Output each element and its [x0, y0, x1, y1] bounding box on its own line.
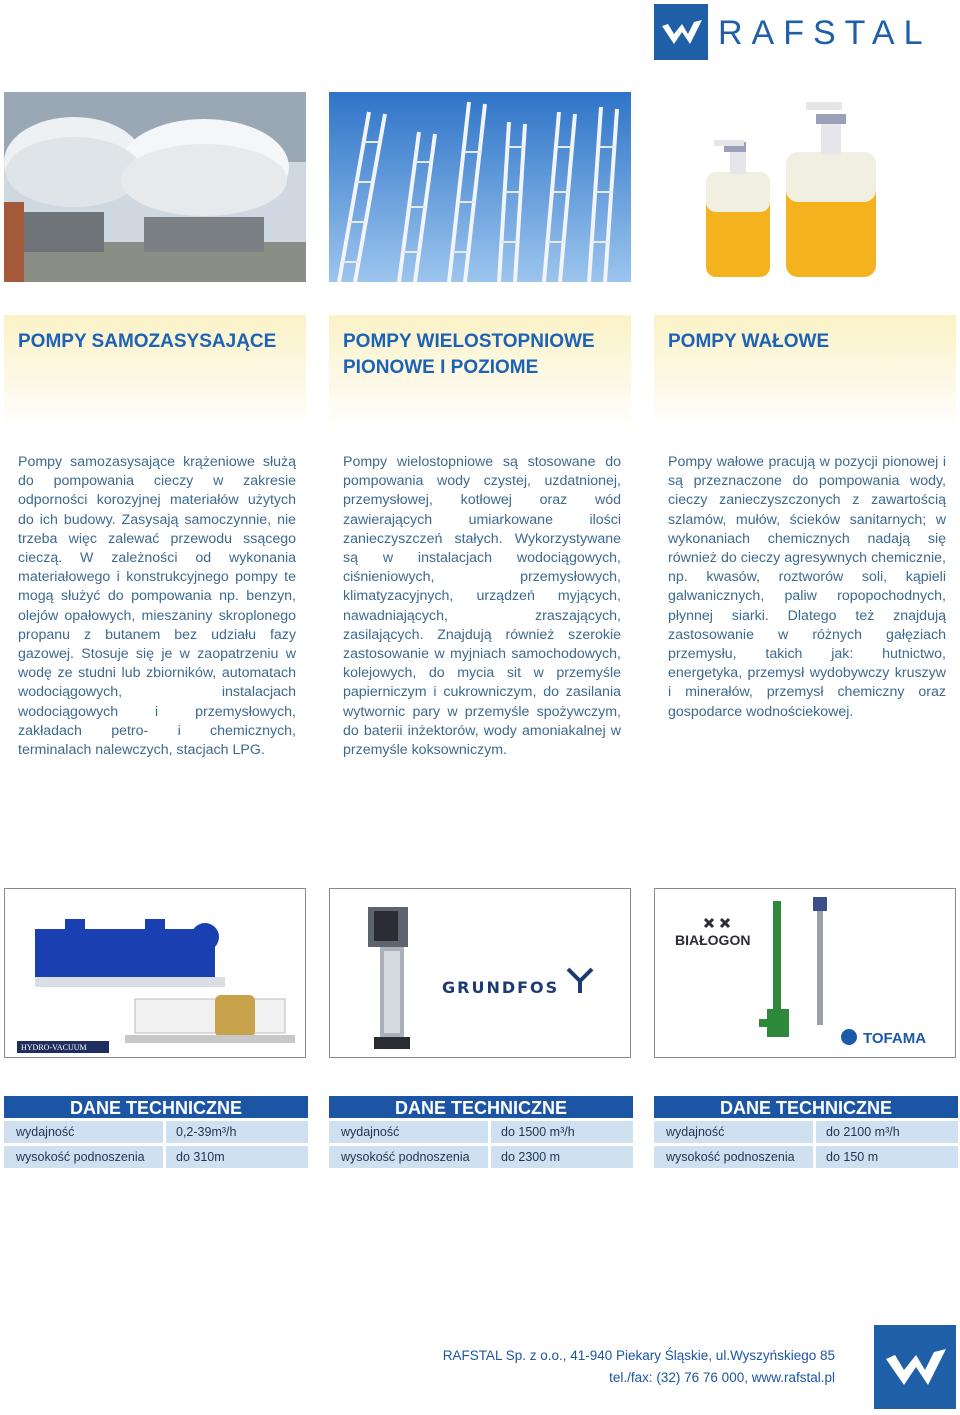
tech-label: wysokość podnoszenia	[329, 1146, 491, 1168]
tech-row-capacity	[4, 1121, 308, 1143]
tech-value: do 2100 m³/h	[826, 1125, 900, 1139]
tech-label: wysokość podnoszenia	[654, 1146, 816, 1168]
grundfos-x-icon	[568, 969, 592, 993]
tech-label: wydajność	[4, 1121, 166, 1143]
tech-table-header: DANE TECHNICZNE	[329, 1096, 633, 1118]
tech-value: do 1500 m³/h	[501, 1125, 575, 1139]
tech-value: do 2300 m	[501, 1150, 561, 1164]
shaft-pump-image	[654, 888, 956, 1058]
tech-label: wysokość podnoszenia	[4, 1146, 166, 1168]
brand-logo-text: RAFSTAL	[718, 14, 932, 52]
bialogon-brand-label: BIAŁOGON	[675, 932, 751, 948]
brand-logo-mark	[654, 4, 708, 60]
ladders-photo	[329, 92, 631, 282]
grundfos-pump-image	[329, 888, 631, 1058]
dispenser-bottles-photo	[654, 92, 956, 282]
tofama-logo-icon	[841, 1029, 857, 1045]
tech-row-capacity	[654, 1121, 958, 1143]
tech-table-header: DANE TECHNICZNE	[654, 1096, 958, 1118]
tech-value: do 150 m	[826, 1150, 879, 1164]
column-1-header	[4, 315, 306, 431]
wing-icon	[654, 4, 708, 60]
column-1-description: Pompy samozasysające krążeniowe służą do pompowania cieczy w zakresie odporności korozyjnej materiałów użytych do ich budowy. Zasysają samoczynnie, nie trzeba więc zalewać przewodu ssącego cieczą. W zależności od wykonania materiałowego i konstrukcyjnego pompy te mogą służyć do pompowania np. benzyn, olejów opałowych, mieszaniny skroplonego propanu z butanem bez udziału fazy gazowej. Stosuje się je w zaopatrzeniu w wodę ze studni lub zbiorników, automatach wodociągowych, instalacjach wodociągowych i przemysłowych, zakładach petro- i chemicznych, terminalach nalewczych, stacjach LPG.	[18, 454, 296, 759]
tech-label: wydajność	[654, 1121, 816, 1143]
tech-table-header: DANE TECHNICZNE	[4, 1096, 308, 1118]
tech-value: do 310m	[176, 1150, 225, 1164]
crossed-hammers-icon	[705, 919, 729, 927]
wing-icon	[874, 1325, 956, 1409]
column-3-title: POMPY WAŁOWE	[668, 331, 830, 352]
tech-row-head	[654, 1146, 958, 1168]
footer-contact[interactable]: tel./fax: (32) 76 76 000, www.rafstal.pl	[609, 1370, 835, 1385]
hydro-vacuum-brand-label: HYDRO-VACUUM	[21, 1043, 87, 1052]
grundfos-brand-label: GRUNDFOS	[442, 978, 560, 997]
column-2-title: POMPY WIELOSTOPNIOWE PIONOWE I POZIOME	[343, 331, 595, 378]
column-3-header	[654, 315, 956, 431]
tech-value: 0,2-39m³/h	[176, 1125, 237, 1139]
column-1-title: POMPY SAMOZASYSAJĄCE	[18, 331, 277, 352]
tech-label: wydajność	[329, 1121, 491, 1143]
column-2-tech-table	[329, 1096, 633, 1168]
hydro-vacuum-pump-image	[4, 888, 306, 1058]
footer-address: RAFSTAL Sp. z o.o., 41-940 Piekary Śląskie, ul.Wyszyńskiego 85	[442, 1348, 835, 1363]
footer-logo-mark	[874, 1325, 956, 1409]
column-2-description: Pompy wielostopniowe są stosowane do pompowania wody czystej, uzdatnionej, przemysłowej, kotłowej oraz wód zawierających umiarkowane ilości zanieczyszczeń stałych. Wykorzystywane są w instalacjach wodociągowych, ciśnieniowych, przemysłowych, klimatyzacyjnych, urządzeń myjących, nawadniających, zraszających, zasilających. Znajdują również szerokie zastosowanie w myjniach samochodowych, kolejowych, do mycia sit w przemyśle papierniczym i cukrowniczym, do zasilania wytwornic pary w przemyśle spożywczym, do baterii inżektorów, wody amoniakalnej w przemyśle koksowniczym.	[343, 454, 621, 759]
tofama-brand-label: TOFAMA	[863, 1030, 927, 1047]
tech-row-head	[329, 1146, 633, 1168]
gas-tanks-photo	[4, 92, 306, 282]
column-1-tech-table	[4, 1096, 308, 1168]
tech-row-capacity	[329, 1121, 633, 1143]
column-3-description: Pompy wałowe pracują w pozycji pionowej i są przeznaczone do pompowania wody, cieczy zanieczyszczonych z zawartością szlamów, mułów, ścieków sanitarnych; w wykonaniach chemicznych nadają się również do cieczy agresywnych chemicznie, np. kwasów, roztworów soli, kąpieli galwanicznych, paliw ropopochodnych, płynnej siarki. Dlatego też znajdują zastosowanie w różnych gałęziach przemysłu, takich jak: hutnictwo, energetyka, przemysł wydobywczy kruszyw i minerałów, przemysł chemiczny oraz gospodarce wodnościekowej.	[668, 454, 946, 720]
column-2-header	[329, 315, 631, 431]
tech-row-head	[4, 1146, 308, 1168]
column-3-tech-table	[654, 1096, 958, 1168]
